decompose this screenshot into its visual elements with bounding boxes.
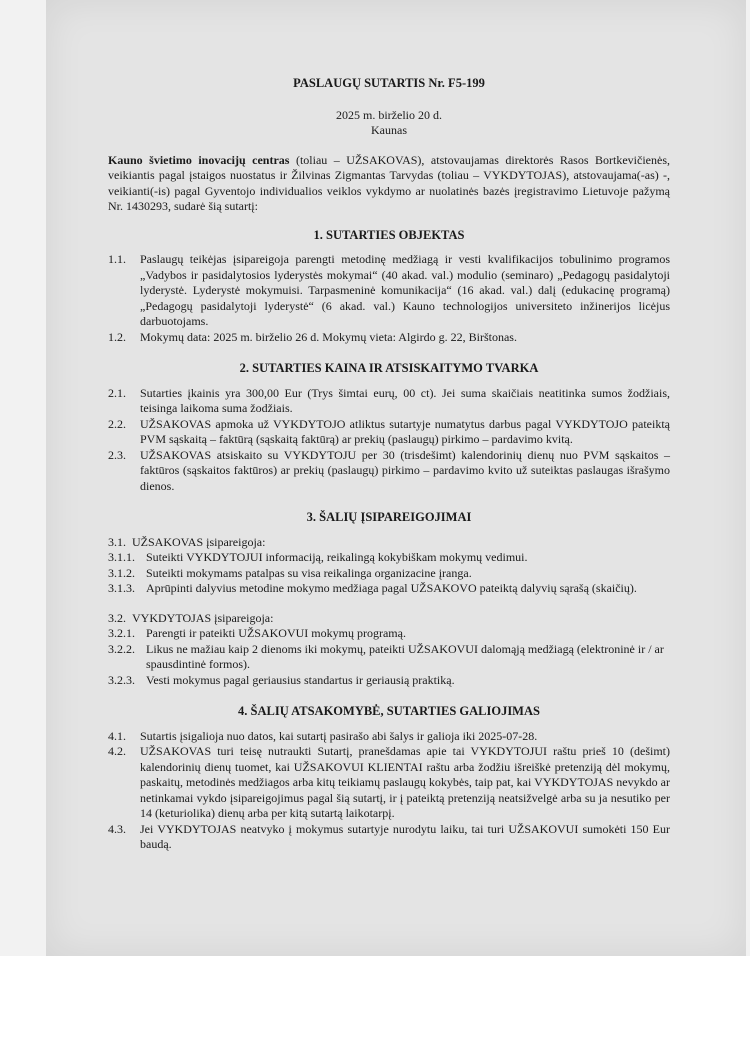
clause-number: 4.1. xyxy=(108,728,126,743)
clause-text: Sutartis įsigalioja nuo datos, kai sutartį pasirašo abi šalys ir galioja iki 2025-07-28. xyxy=(140,728,538,743)
clause-text: Likus ne mažiau kaip 2 dienoms iki mokymų, pateikti UŽSAKOVUI dalomąją medžiagą (elektroninė ir / ar spausdintinė formos). xyxy=(146,641,664,671)
clause-4-1 xyxy=(108,729,670,745)
clause-number: 2.2. xyxy=(108,416,126,431)
clause-number: 3.2.1. xyxy=(108,626,135,640)
customer-name: Kauno švietimo inovacijų centras xyxy=(108,152,290,167)
clause-2-2 xyxy=(108,417,670,448)
intro-text: (toliau – UŽSAKOVAS), atstovaujamas direktorės Rasos Bortkevičienės, veikiantis pagal įstaigos nuostatus ir Žilvinas Zigmantas Tarvydas (toliau – VYKDYTOJAS), atstovaujama(-as) -, veikianti(-is) pagal Gyventojo individualios veiklos vykdymo ar nuolatinės bazės įregistravimo Lietuvoje pažymą Nr. 1430293, sudarė šią sutartį: xyxy=(108,152,670,213)
clause-text: Aprūpinti dalyvius metodine mokymo medžiaga pagal UŽSAKOVO pateiktą dalyvių sąrašą (skaičių). xyxy=(146,581,637,595)
clause-text: Paslaugų teikėjas įsipareigoja parengti metodinę medžiagą ir vesti kvalifikacijos tobulinimo programos „Vadybos ir pasidalytosios lyderystės mokymai“ (40 akad. val.) modulio (seminaro) „Pedagogų pasidalytoji lyderystė. Lyderystė mokymuisi. Tarpasmeninė komunikacija“ (16 akad. val.) dalį (edukacinę programą) „Pedagogų pasidalytoji lyderystė“ (6 akad. val.) Kauno technologijos universiteto inžinerijos licėjus darbuotojams. xyxy=(140,252,670,328)
clause-3-2 xyxy=(108,611,670,627)
clause-number: 3.2.3. xyxy=(108,672,135,687)
clause-number: 3.2. xyxy=(108,610,126,625)
section-3-title: 3. ŠALIŲ ĮSIPAREIGOJIMAI xyxy=(306,510,472,524)
clause-1-1 xyxy=(108,252,670,330)
section-1-title: 1. SUTARTIES OBJEKTAS xyxy=(313,227,465,242)
clause-number: 1.1. xyxy=(108,252,126,266)
clause-3-1 xyxy=(108,535,670,551)
clause-2-1 xyxy=(108,386,670,417)
intro-paragraph xyxy=(108,153,670,215)
clause-text: UŽSAKOVAS įsipareigoja: xyxy=(132,534,266,549)
clause-number: 3.1. xyxy=(108,534,126,549)
clause-number: 3.1.1. xyxy=(108,550,135,564)
clause-3-1-3 xyxy=(108,581,670,597)
clause-4-2 xyxy=(108,744,670,822)
document-date: 2025 m. birželio 20 d. xyxy=(336,107,442,122)
clause-number: 3.2.2. xyxy=(108,641,135,656)
clause-3-1-1 xyxy=(108,550,670,566)
clause-number: 3.1.3. xyxy=(108,581,135,595)
document-title: PASLAUGŲ SUTARTIS Nr. F5-199 xyxy=(293,76,485,90)
section-4-title: 4. ŠALIŲ ATSAKOMYBĖ, SUTARTIES GALIOJIMAS xyxy=(238,704,540,718)
clause-3-2-2 xyxy=(108,642,670,673)
clause-number: 1.2. xyxy=(108,329,126,344)
document-city: Kaunas xyxy=(371,123,407,137)
clause-4-3 xyxy=(108,822,670,853)
clause-text: UŽSAKOVAS apmoka už VYKDYTOJO atliktus sutartyje numatytus darbus pagal VYKDYTOJO pateiktą PVM sąskaitą – faktūrą (sąskaitą faktūrą) ar prekių (paslaugų) pirkimo – pardavimo kvitą. xyxy=(140,416,670,446)
clause-1-2 xyxy=(108,330,670,346)
clause-text: UŽSAKOVAS atsiskaito su VYKDYTOJU per 30 (trisdešimt) kalendorinių dienų nuo PVM sąskaitos – faktūros (sąskaitos faktūros) ar prekių (paslaugų) pirkimo – pardavimo kvito už suteiktas paslaugas išrašymo dienos. xyxy=(140,447,670,493)
clause-number: 2.3. xyxy=(108,447,126,462)
clause-text: Suteikti VYKDYTOJUI informaciją, reikalingą kokybiškam mokymų vedimui. xyxy=(146,550,528,564)
clause-3-2-3 xyxy=(108,673,670,689)
clause-number: 2.1. xyxy=(108,385,126,400)
clause-number: 4.2. xyxy=(108,744,126,758)
clause-text: Mokymų data: 2025 m. birželio 26 d. Mokymų vieta: Algirdo g. 22, Birštonas. xyxy=(140,329,517,344)
page-bottom-margin xyxy=(0,956,750,1056)
clause-text: Jei VYKDYTOJAS neatvyko į mokymus sutartyje nurodytu laiku, tai turi UŽSAKOVUI sumokėti 150 Eur baudą. xyxy=(140,821,670,851)
clause-3-2-1 xyxy=(108,626,670,642)
clause-text: Sutarties įkainis yra 300,00 Eur (Trys šimtai eurų, 00 ct). Jei suma skaičiais neatitinka sumos žodžiais, teisinga laikoma suma žodžiais. xyxy=(140,385,670,415)
document-body xyxy=(108,76,670,853)
clause-3-1-2 xyxy=(108,566,670,582)
clause-text: VYKDYTOJAS įsipareigoja: xyxy=(132,610,274,625)
clause-number: 4.3. xyxy=(108,821,126,836)
clause-text: Parengti ir pateikti UŽSAKOVUI mokymų programą. xyxy=(146,626,406,640)
clause-text: Vesti mokymus pagal geriausius standartus ir geriausią praktiką. xyxy=(146,672,455,687)
section-2-title: 2. SUTARTIES KAINA IR ATSISKAITYMO TVARKA xyxy=(239,361,539,375)
clause-number: 3.1.2. xyxy=(108,565,135,580)
clause-text: Suteikti mokymams patalpas su visa reikalinga organizacine įranga. xyxy=(146,565,472,580)
clause-2-3 xyxy=(108,448,670,495)
clause-text: UŽSAKOVAS turi teisę nutraukti Sutartį, pranešdamas apie tai VYKDYTOJUI raštu prieš 10 (dešimt) kalendorinių dienų tuomet, kai UŽSAKOVUI KLIENTAI raštu arba žodžiu išreiškė pretenziją dėl mokymų, paskaitų, metodinės medžiagos arba kitų teikiamų paslaugų kokybės, taip pat, kai VYKDYTOJAS nevykdo ar netinkamai vykdo įsipareigojimus pagal šią sutartį, ir į pateiktą pretenziją neatsižvelgė arba su ja nesutiko per 14 (keturiolika) dienų arba per kitą sutartą laikotarpį. xyxy=(140,744,670,820)
